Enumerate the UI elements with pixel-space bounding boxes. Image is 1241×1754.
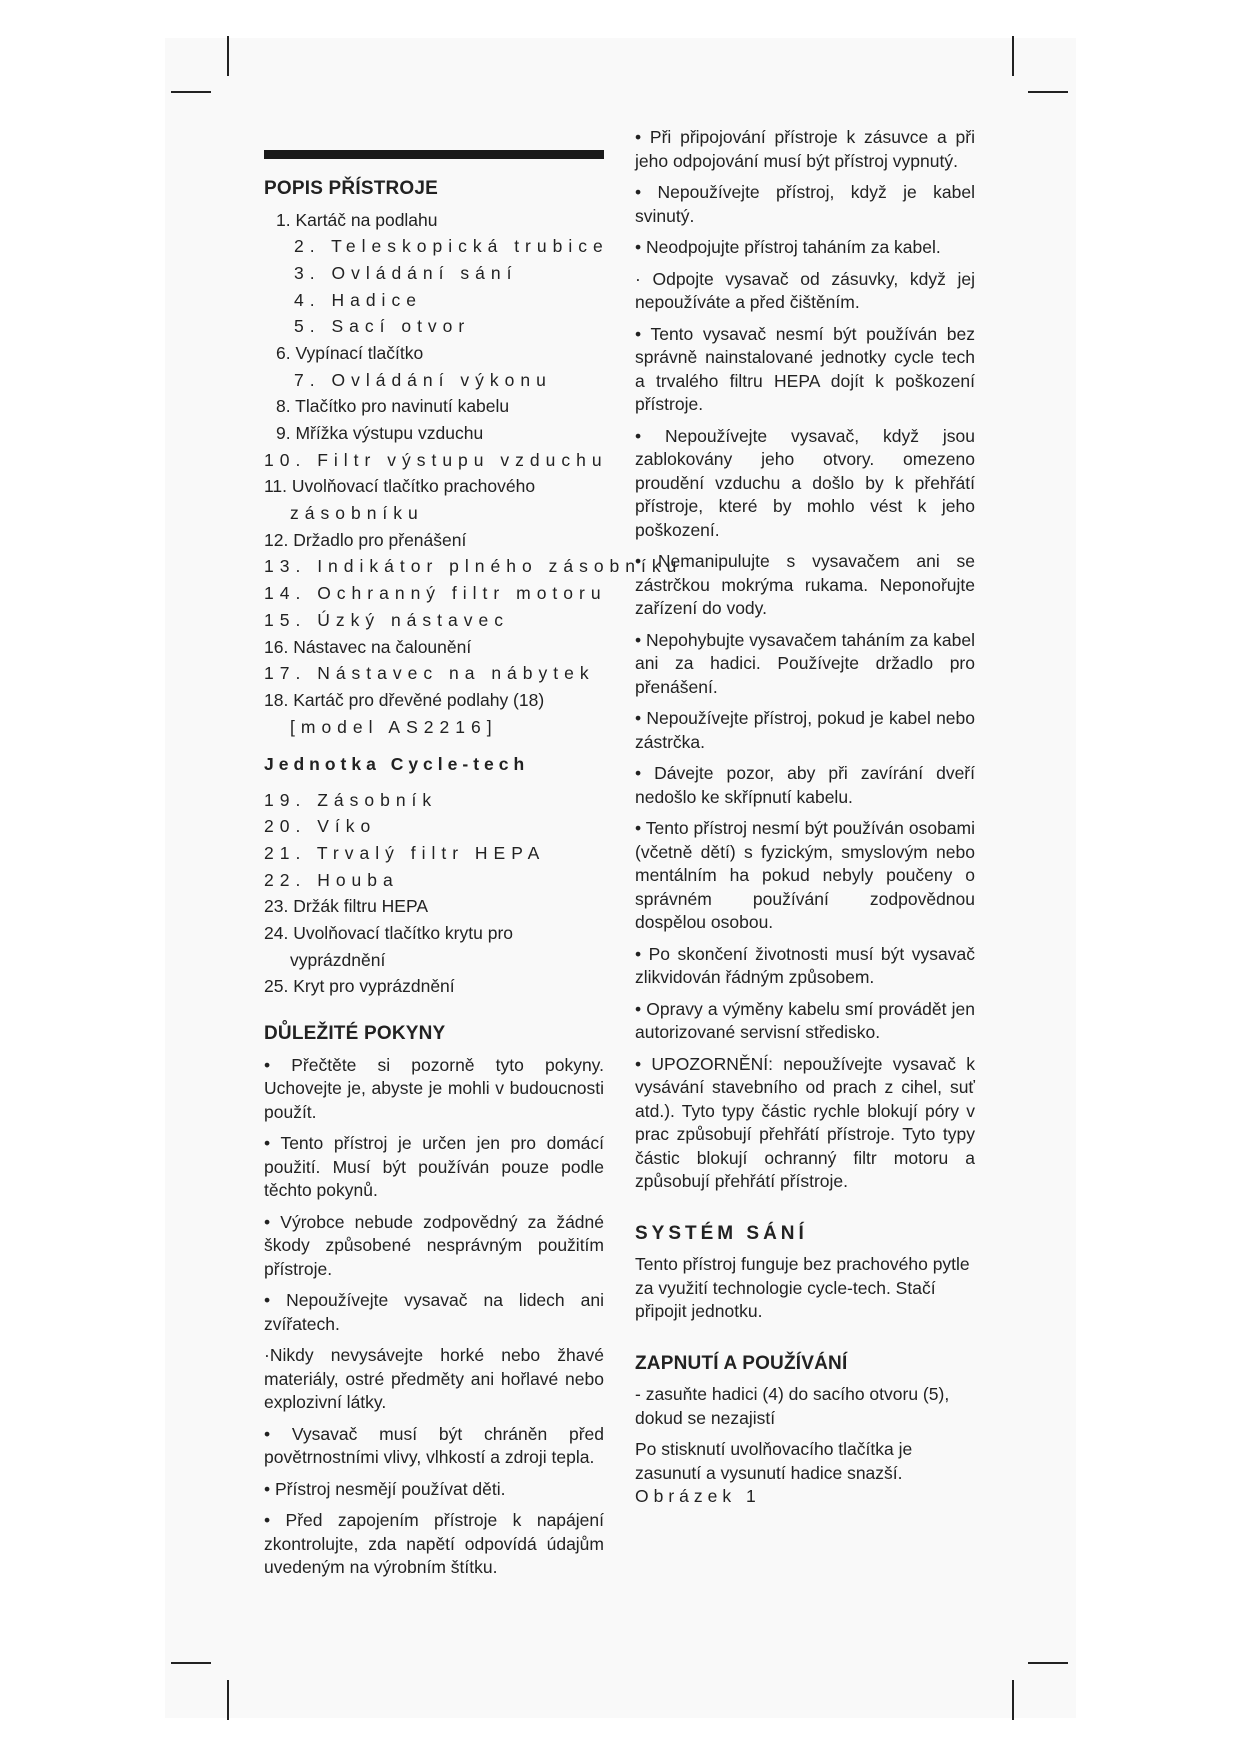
part-item: 17. Nástavec na nábytek <box>264 663 595 684</box>
part-item: 2. Teleskopická trubice <box>294 236 609 257</box>
part-item-continued: [model AS2216] <box>290 716 498 737</box>
part-item: 18. Kartáč pro dřevěné podlahy (18) <box>264 689 545 710</box>
spacer <box>635 1332 975 1352</box>
part-item: 13. Indikátor plného zásobníku <box>264 556 683 577</box>
safety-list <box>635 126 975 1194</box>
important-heading: DŮLEŽITÉ POKYNY <box>264 1023 446 1045</box>
crop-mark-top-right-horizontal <box>1028 91 1068 93</box>
instruction-item: • Nepoužívejte přístroj, když je kabel svinutý. <box>635 182 975 226</box>
instruction-item: • Dávejte pozor, aby při zavírání dveří nedošlo ke skřípnutí kabelu. <box>635 763 975 807</box>
unit-parts-list <box>264 789 604 999</box>
instruction-item: • Tento přístroj nesmí být používán osobami (včetně dětí) s fyzickým, smyslovým nebo mentálním ha pokud nebyly poučeny o správném používání zodpovědnou dospělou osobou. <box>635 818 975 932</box>
instruction-item: • Před zapojením přístroje k napájení zkontrolujte, zda napětí odpovídá údajům uvedeným na výrobním štítku. <box>264 1510 604 1578</box>
part-item: 12. Držadlo pro přenášení <box>264 529 467 550</box>
unit-heading: Jednotka Cycle-tech <box>264 754 530 775</box>
part-item: 11. Uvolňovací tlačítko prachového <box>264 476 536 497</box>
usage-text: Po stisknutí uvolňovacího tlačítka je zasunutí a vysunutí hadice snazší. <box>635 1439 913 1483</box>
part-item: 14. Ochranný filtr motoru <box>264 583 607 604</box>
crop-mark-bottom-right-horizontal <box>1028 1662 1068 1664</box>
instruction-item: • Neodpojujte přístroj taháním za kabel. <box>635 237 941 257</box>
suction-heading: SYSTÉM SÁNÍ <box>635 1222 808 1244</box>
part-item: 16. Nástavec na čalounění <box>264 636 472 657</box>
unit-part-item: 21. Trvalý filtr HEPA <box>264 842 546 863</box>
crop-mark-bottom-left-horizontal <box>171 1662 211 1664</box>
part-item: 3. Ovládání sání <box>294 262 518 283</box>
instruction-item: ·Nikdy nevysávejte horké nebo žhavé materiály, ostré předměty ani hořlavé nebo explozivní látky. <box>264 1345 604 1413</box>
part-item: 15. Úzký nástavec <box>264 609 509 630</box>
unit-part-item: 25. Kryt pro vyprázdnění <box>264 976 455 997</box>
unit-part-item: 23. Držák filtru HEPA <box>264 896 429 917</box>
right-column <box>635 126 975 1517</box>
figure-reference: Obrázek 1 <box>635 1486 761 1506</box>
instruction-item: • Při připojování přístroje k zásuvce a při jeho odpojování musí být přístroj vypnutý. <box>635 127 975 171</box>
instruction-item: • Nepohybujte vysavačem taháním za kabel ani za hadici. Používejte držadlo pro přenášení. <box>635 629 975 697</box>
instruction-item: • Vysavač musí být chráněn před povětrnostními vlivy, vlhkostí a zdroji tepla. <box>264 1423 604 1468</box>
part-item: 7. Ovládání výkonu <box>294 369 552 390</box>
crop-mark-top-right-vertical <box>1012 36 1014 76</box>
spacer <box>264 1002 604 1022</box>
description-heading: POPIS PŘÍSTROJE <box>264 178 439 199</box>
instruction-item: • Přečtěte si pozorně tyto pokyny. Uchovejte je, abyste je mohli v budoucnosti použít. <box>264 1054 604 1122</box>
instruction-item: • Přístroj nesmějí používat děti. <box>264 1478 506 1499</box>
instruction-item: • UPOZORNĚNÍ: nepoužívejte vysavač k vysávání stavebního od prach z cihel, suť atd.). Tyto typy částic rychle blokují póry v prac způsobují přehřátí přístroje. Tyto typy částic blokují ochranný filtr motoru a způsobují přehřátí přístroje. <box>635 1053 975 1191</box>
part-item-continued: zásobníku <box>290 503 424 524</box>
crop-mark-top-left-horizontal <box>171 91 211 93</box>
instruction-item: • Nepoužívejte vysavač na lidech ani zvířatech. <box>264 1290 604 1334</box>
instruction-item: • Opravy a výměny kabelu smí provádět jen autorizované servisní středisko. <box>635 998 975 1042</box>
instruction-item: · Odpojte vysavač od zásuvky, když jej nepoužíváte a před čištěním. <box>635 268 975 312</box>
part-item: 4. Hadice <box>294 289 422 310</box>
parts-list <box>264 209 683 740</box>
usage-heading: ZAPNUTÍ A POUŽÍVÁNÍ <box>635 1352 848 1374</box>
unit-part-item-continued: vyprázdnění <box>290 949 386 970</box>
instruction-item: • Po skončení životnosti musí být vysavač zlikvidován řádným způsobem. <box>635 943 975 987</box>
instruction-item: • Výrobce nebude zodpovědný za žádné škody způsobené nesprávným použitím přístroje. <box>264 1211 604 1279</box>
unit-part-item: 20. Víko <box>264 816 377 837</box>
usage-text: - zasuňte hadici (4) do sacího otvoru (5), dokud se nezajistí <box>635 1384 950 1428</box>
instruction-item: • Tento vysavač nesmí být používán bez správně nainstalované jednotky cycle tech a trvalého filtru HEPA dojít k poškození přístroje. <box>635 323 975 414</box>
unit-part-item: 22. Houba <box>264 869 399 890</box>
instruction-item: • Nepoužívejte přístroj, pokud je kabel nebo zástrčka. <box>635 708 975 752</box>
important-list <box>264 1054 604 1580</box>
part-item: 1. Kartáč na podlahu <box>276 209 438 230</box>
spacer <box>635 1202 975 1222</box>
unit-part-item: 19. Zásobník <box>264 789 438 810</box>
part-item: 8. Tlačítko pro navinutí kabelu <box>276 396 510 417</box>
crop-mark-bottom-right-vertical <box>1012 1680 1014 1720</box>
instruction-item: • Tento přístroj je určen jen pro domácí použití. Musí být používán pouze podle těchto pokynů. <box>264 1133 604 1201</box>
crop-mark-bottom-left-vertical <box>227 1680 229 1720</box>
crop-mark-top-left-vertical <box>227 36 229 76</box>
part-item: 6. Vypínací tlačítko <box>276 342 424 363</box>
part-item: 10. Filtr výstupu vzduchu <box>264 449 608 470</box>
part-item: 5. Sací otvor <box>294 316 471 337</box>
unit-part-item: 24. Uvolňovací tlačítko krytu pro <box>264 923 513 943</box>
part-item: 9. Mřížka výstupu vzduchu <box>276 423 484 443</box>
suction-text: Tento přístroj funguje bez prachového pytle za využití technologie cycle-tech. Stačí připojit jednotku. <box>635 1254 970 1321</box>
instruction-item: • Nepoužívejte vysavač, když jsou zablokovány jeho otvory. omezeno proudění vzduchu a došlo by k přehřátí přístroje, které by mohlo vést k jeho poškození. <box>635 425 975 540</box>
left-column <box>264 150 683 1588</box>
instruction-item: • Nemanipulujte s vysavačem ani se zástrčkou mokrýma rukama. Neponořujte zařízení do vody. <box>635 551 975 618</box>
section-rule <box>264 150 604 159</box>
